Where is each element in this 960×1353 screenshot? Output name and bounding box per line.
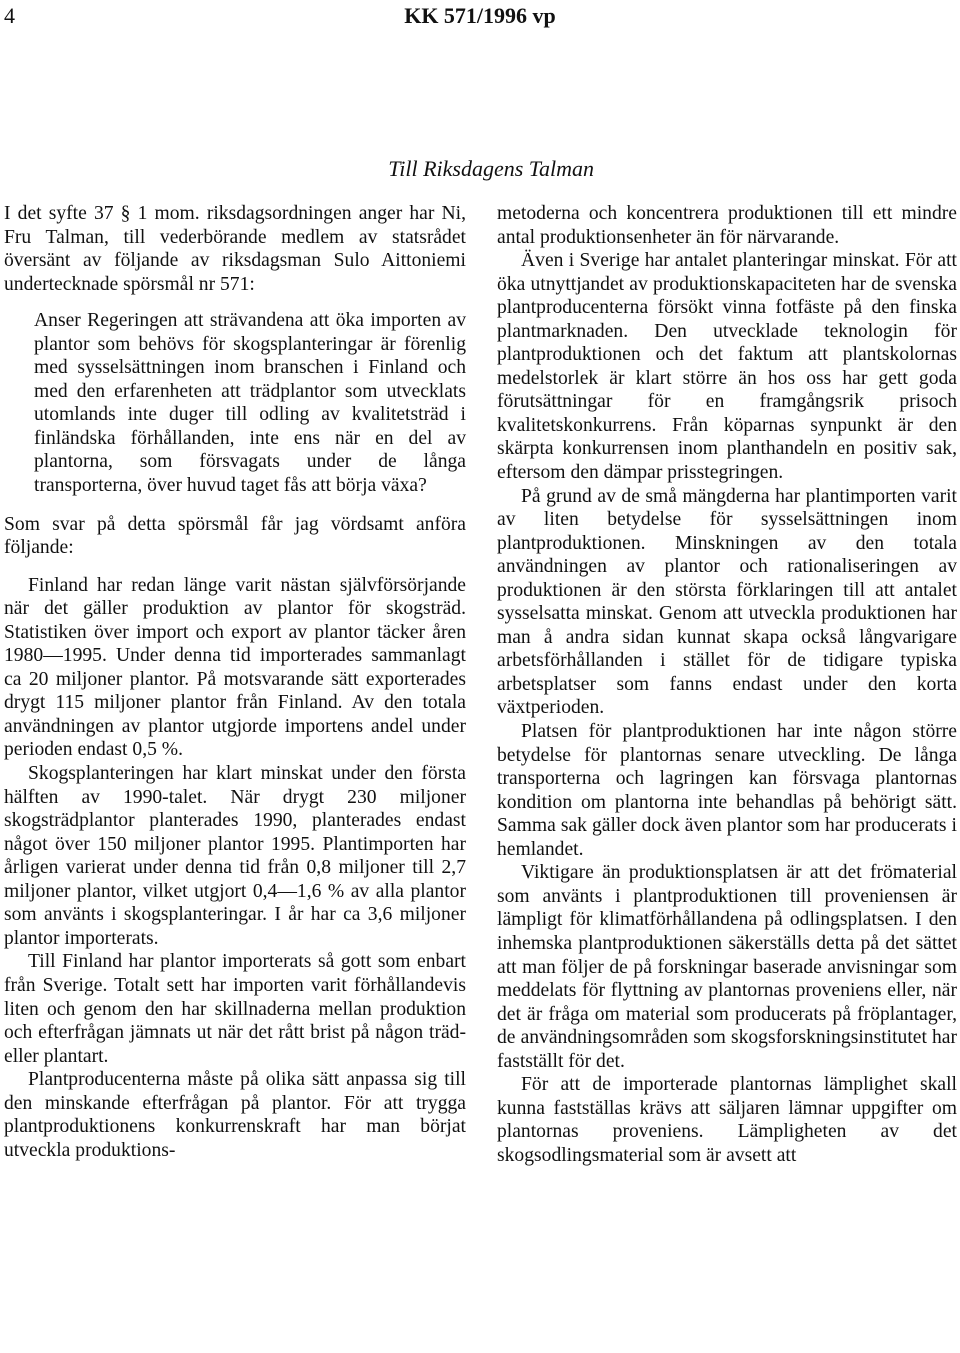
document-id: KK 571/1996 vp	[404, 3, 556, 28]
page-header	[0, 2, 960, 32]
left-column	[4, 202, 466, 1162]
answer-intro: Som svar på detta spörsmål får jag vördsamt anföra följande:	[4, 513, 466, 559]
addressee: Till Riksdagens Talman	[388, 156, 594, 181]
body-paragraph: metoderna och koncentrera produktionen till ett mindre antal produktionsenheter än för närvarande.	[497, 203, 957, 248]
body-paragraph: Även i Sverige har antalet planteringar minskat. För att öka utnyttjandet av produktionskapaciteten har de svenska plantproducenterna försökt vinna fotfäste på den finska plantmarknaden. Den utvecklade teknologin för plantproduktionen och det faktum att plantskolornas medelstorlek är klart större än hos oss har gett goda förutsättningar för en framgångsrik prisoch kvalitetskonkurrens. Från köparnas synpunkt är den skärpta konkurrensen inom planthandeln en positiv sak, eftersom den dämpar prisstegringen.	[497, 250, 957, 484]
intro-paragraph: I det syfte 37 § 1 mom. riksdagsordningen anger har Ni, Fru Talman, till vederbörande medlem av statsrådet översänt av följande av riksdagsman Sulo Aittoniemi undertecknade spörsmål nr 571:	[4, 203, 466, 295]
body-paragraph: Finland har redan länge varit nästan självförsörjande när det gäller produktion av plantor för skogsträd. Statistiken över import och export av plantor täcker åren 1980—1995. Under denna tid importerades sammanlagt ca 20 miljoner plantor. På motsvarande sätt exporterades drygt 115 miljoner plantor från Finland. Av den totala användningen av plantor utgjorde importens andel under perioden endast 0,5 %.	[4, 574, 466, 761]
body-paragraph: Skogsplanteringen har klart minskat under den första hälften av 1990-talet. När drygt 230 miljoner skogsträdplantor planterades 1990, planterades endast något över 150 miljoner plantor 1995. Plantimporten har årligen varierat under denna tid från 0,8 miljoner till 2,7 miljoner plantor, vilket utgjort 0,4—1,6 % av alla plantor som använts i skogsplanteringar. I år har ca 3,6 miljoner plantor importerats.	[4, 763, 466, 949]
page-number: 4	[4, 3, 15, 28]
body-paragraph: För att de importerade plantornas lämplighet skall kunna fastställas krävs att säljaren lämnar uppgifter om plantornas proveniens. Lämpligheten av det skogsodlingsmaterial som är avsett att	[497, 1074, 957, 1166]
right-column	[497, 202, 957, 1167]
question-paragraph: Anser Regeringen att strävandena att öka importen av plantor som behövs för skogsplanteringar är förenlig med sysselsättningen inom branschen i Finland och med den erfarenheten att trädplantor som utvecklats utomlands inte duger till odling av kvalitetsträd i finländska förhållanden, inte ens när en del av plantorna, som försvagats under de långa transporterna, över huvud taget fås att börja växa?	[34, 310, 466, 497]
body-paragraph: Till Finland har plantor importerats så gott som enbart från Sverige. Totalt sett har importen varit förhållandevis liten och genom den har skillnaderna mellan produktion och efterfrågan jämnats ut när det rått brist på någon träd- eller plantart.	[4, 951, 466, 1067]
body-paragraph: Viktigare än produktionsplatsen är att det frömaterial som använts i plantproduktionen till proveniensen är lämpligt för klimatförhållandena på odlingsplatsen. I den inhemska plantproduktionen säkerställs detta på det sättet att man följer de på forskningar baserade anvisningar som meddelats för flyttning av plantornas proveniens eller, när det är fråga om material som producerats på fröplantager, de användningsområden som skogsforskningsinstitutet har fastställt för det.	[497, 862, 957, 1072]
body-paragraph: Plantproducenterna måste på olika sätt anpassa sig till den minskande efterfrågan på plantor. För att trygga plantproduktionens konkurrenskraft har man börjat utveckla produktions-	[4, 1069, 466, 1161]
body-paragraph: På grund av de små mängderna har plantimporten varit av liten betydelse för sysselsättningen inom plantproduktionen. Minskningen av den totala användningen av plantor och rationaliseringen av produktionen är den största förklaringen till att antalet sysselsatta minskat. Genom att utveckla produktionen har man å andra sidan kunnat skapa också långvarigare arbetsförhållanden i stället för de tidigare typiska arbetsplatser som fanns endast under den korta växtperioden.	[497, 485, 957, 719]
body-paragraph: Platsen för plantproduktionen har inte någon större betydelse för plantornas senare utveckling. De långa transporterna och lagringen kan försvaga plantornas kondition om plantorna inte behandlas på behörigt sätt. Samma sak gäller dock även plantor som har producerats i hemlandet.	[497, 721, 957, 860]
